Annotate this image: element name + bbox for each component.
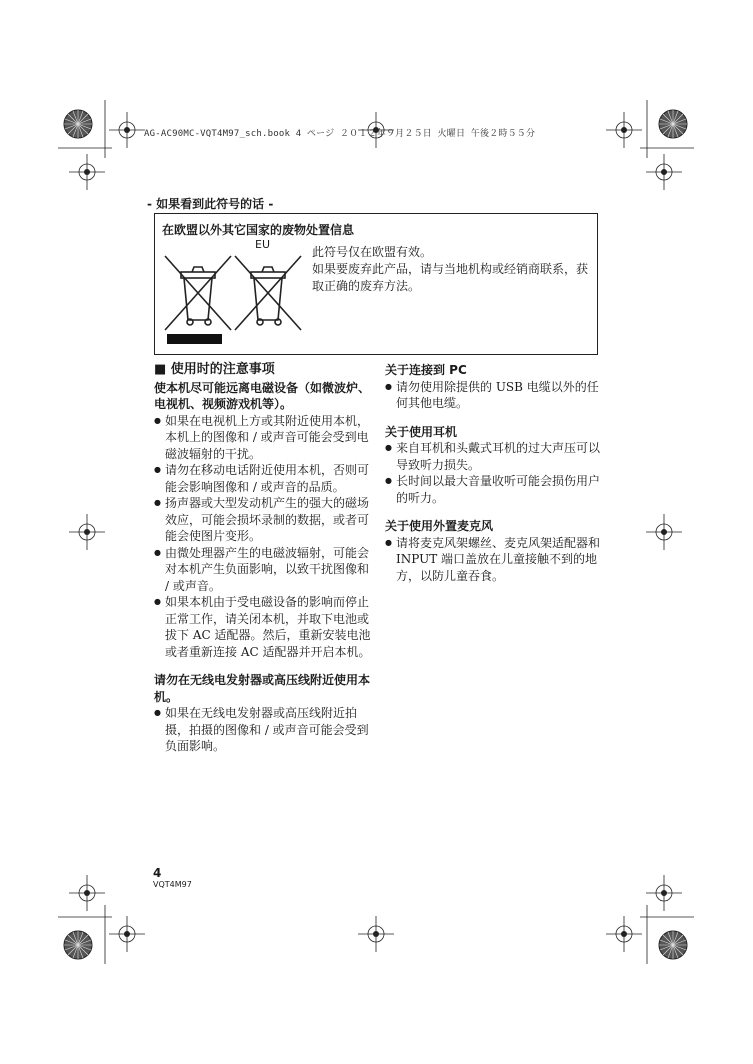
file-header: AG-AC90MC-VQT4M97_sch.book 4 ページ ２０１２年９月２５日 火曜日 午後２時５５分	[144, 129, 536, 139]
list-item: ● 来自耳机和头戴式耳机的过大声压可以导致听力损失。	[385, 440, 603, 473]
left-column	[154, 362, 372, 755]
solid-bar-symbol	[167, 334, 222, 344]
subheading-pc-connection: 关于连接到 PC	[385, 363, 467, 377]
list-radio-transmitter	[154, 705, 372, 755]
list-em-devices	[154, 413, 372, 661]
list-headphones	[385, 440, 603, 506]
list-item: ● 如果在无线电发射器或高压线附近拍摄，拍摄的图像和 / 或声音可能会受到负面影响。	[154, 705, 372, 755]
subheading-external-mic: 关于使用外置麦克风	[385, 519, 494, 533]
eu-box-title: 在欧盟以外其它国家的废物处置信息	[162, 223, 355, 237]
subheading-em-devices: 使本机尽可能远离电磁设备（如微波炉、电视机、视频游戏机等）。	[154, 380, 371, 411]
list-item: ● 如果在电视机上方或其附近使用本机，本机上的图像和 / 或声音可能会受到电磁波辐射的干扰。	[154, 413, 372, 463]
eu-text-line-1: 此符号仅在欧盟有效。	[312, 245, 433, 259]
eu-disposal-box	[154, 213, 598, 355]
list-external-mic	[385, 535, 603, 585]
section-title: - 如果看到此符号的话 -	[147, 197, 274, 211]
crossed-bin-eu-icon	[233, 254, 303, 332]
precautions-heading: ■ 使用时的注意事项	[154, 362, 275, 377]
list-item: ● 扬声器或大型发动机产生的强大的磁场效应，可能会损坏录制的数据，或者可能会使图片变形。	[154, 495, 372, 545]
eu-label: EU	[255, 238, 271, 251]
crossed-bin-icon	[163, 254, 233, 332]
list-item: ● 请勿在移动电话附近使用本机，否则可能会影响图像和 / 或声音的品质。	[154, 462, 372, 495]
document-code: VQT4M97	[153, 880, 192, 889]
subheading-radio-transmitter: 请勿在无线电发射器或高压线附近使用本机。	[154, 673, 371, 704]
list-item: ● 由微处理器产生的电磁波辐射，可能会对本机产生负面影响，以致干扰图像和 / 或声音。	[154, 545, 372, 595]
list-item: ● 请将麦克风架螺丝、麦克风架适配器和 INPUT 端口盖放在儿童接触不到的地方，以防儿童吞食。	[385, 535, 603, 585]
right-column	[385, 362, 603, 584]
list-item: ● 如果本机由于受电磁设备的影响而停止正常工作，请关闭本机，并取下电池或拔下 AC 适配器。然后，重新安装电池或者重新连接 AC 适配器并开启本机。	[154, 594, 372, 660]
eu-text-line-2: 如果要废弃此产品，请与当地机构或经销商联系，获取正确的废弃方法。	[312, 262, 589, 293]
page-number: 4	[153, 866, 162, 880]
list-item: ● 长时间以最大音量收听可能会损伤用户的听力。	[385, 473, 603, 506]
subheading-headphones: 关于使用耳机	[385, 424, 458, 439]
list-pc-connection	[385, 379, 603, 412]
eu-box-text	[312, 244, 592, 295]
list-item: ● 请勿使用除提供的 USB 电缆以外的任何其他电缆。	[385, 379, 603, 412]
